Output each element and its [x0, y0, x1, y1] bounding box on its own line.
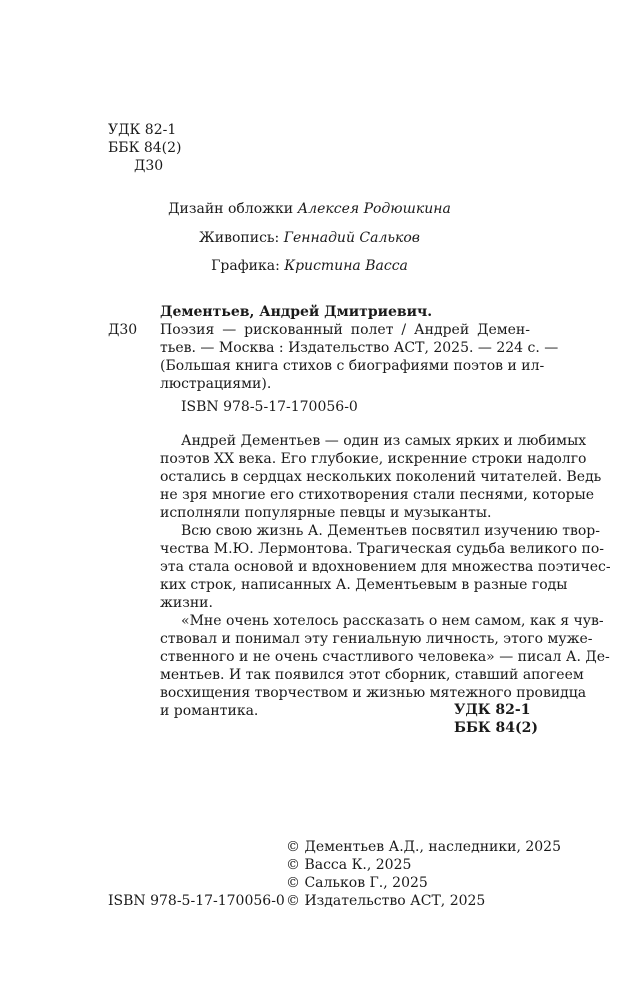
bibliographic-description — [160, 321, 559, 393]
udk-code: УДК 82-1 — [108, 122, 177, 138]
annotation-line: не зря многие его стихотворения стали песнями, которые — [160, 487, 595, 503]
credit-cover-design — [0, 200, 619, 218]
annotation-line: эта стала основой и вдохновением для множества поэтичес- — [160, 559, 611, 575]
annotation-line: Андрей Дементьев — один из самых ярких и любимых — [181, 433, 587, 449]
annotation-line: жизни. — [160, 595, 213, 611]
credit-role: Графика: — [211, 258, 285, 274]
copyright-block — [286, 838, 561, 910]
annotation-line: и романтика. — [160, 703, 259, 719]
credit-role: Живопись: — [199, 230, 284, 246]
copyright-line: © Васса К., 2025 — [286, 857, 412, 873]
description-line: люстрациями). — [160, 376, 272, 392]
annotation-paragraph — [160, 432, 602, 522]
udk-code-bold: УДК 82-1 — [454, 702, 531, 718]
credit-name: Геннадий Сальков — [283, 230, 420, 246]
copyright-line: © Издательство АСТ, 2025 — [286, 893, 486, 909]
isbn: ISBN 978-5-17-170056-0 — [181, 399, 358, 415]
annotation-line: ствовал и понимал эту гениальную личность, этого муже- — [160, 631, 593, 647]
description-line: тьев. — Москва : Издательство АСТ, 2025. — 224 с. — — [160, 340, 559, 356]
bbk-code-bold: ББК 84(2) — [454, 720, 539, 736]
description-line: (Большая книга стихов с биографиями поэтов и ил- — [160, 358, 545, 374]
copyright-line: © Дементьев А.Д., наследники, 2025 — [286, 839, 561, 855]
copyright-line: © Сальков Г., 2025 — [286, 875, 428, 891]
annotation-line: ких строк, написанных А. Дементьевым в разные годы — [160, 577, 568, 593]
annotation-line: исполняли популярные певцы и музыканты. — [160, 505, 492, 521]
annotation-line: ментьев. И так появился этот сборник, ставший апогеем — [160, 667, 584, 683]
annotation-line: ственного и не очень счастливого человека» — писал А. Де- — [160, 649, 610, 665]
credit-role: Дизайн обложки — [168, 201, 298, 217]
bibliographic-sign: Д30 — [108, 322, 138, 338]
annotation-paragraph — [160, 522, 611, 612]
bibliographic-author: Дементьев, Андрей Дмитриевич. — [160, 304, 433, 320]
annotation-line: восхищения творчеством и жизнью мятежного провидца — [160, 685, 587, 701]
annotation — [160, 432, 611, 720]
annotation-line: остались в сердцах нескольких поколений читателей. Ведь — [160, 469, 602, 485]
credit-graphics — [0, 257, 619, 275]
credit-painting — [0, 229, 619, 247]
annotation-line: поэтов XX века. Его глубокие, искренние строки надолго — [160, 451, 587, 467]
annotation-line: чества М.Ю. Лермонтова. Трагическая судьба великого по- — [160, 541, 604, 557]
isbn-bottom: ISBN 978-5-17-170056-0 — [108, 893, 285, 909]
annotation-line: Всю свою жизнь А. Дементьев посвятил изучению твор- — [181, 523, 600, 539]
bbk-code: ББК 84(2) — [108, 140, 182, 156]
credit-name: Кристина Васса — [284, 258, 408, 274]
author-sign: Д30 — [134, 158, 164, 174]
credit-name: Алексея Родюшкина — [297, 201, 451, 217]
description-line: Поэзия — рискованный полет / Андрей Демен- — [160, 322, 530, 338]
annotation-line: «Мне очень хотелось рассказать о нем самом, как я чув- — [181, 613, 604, 629]
